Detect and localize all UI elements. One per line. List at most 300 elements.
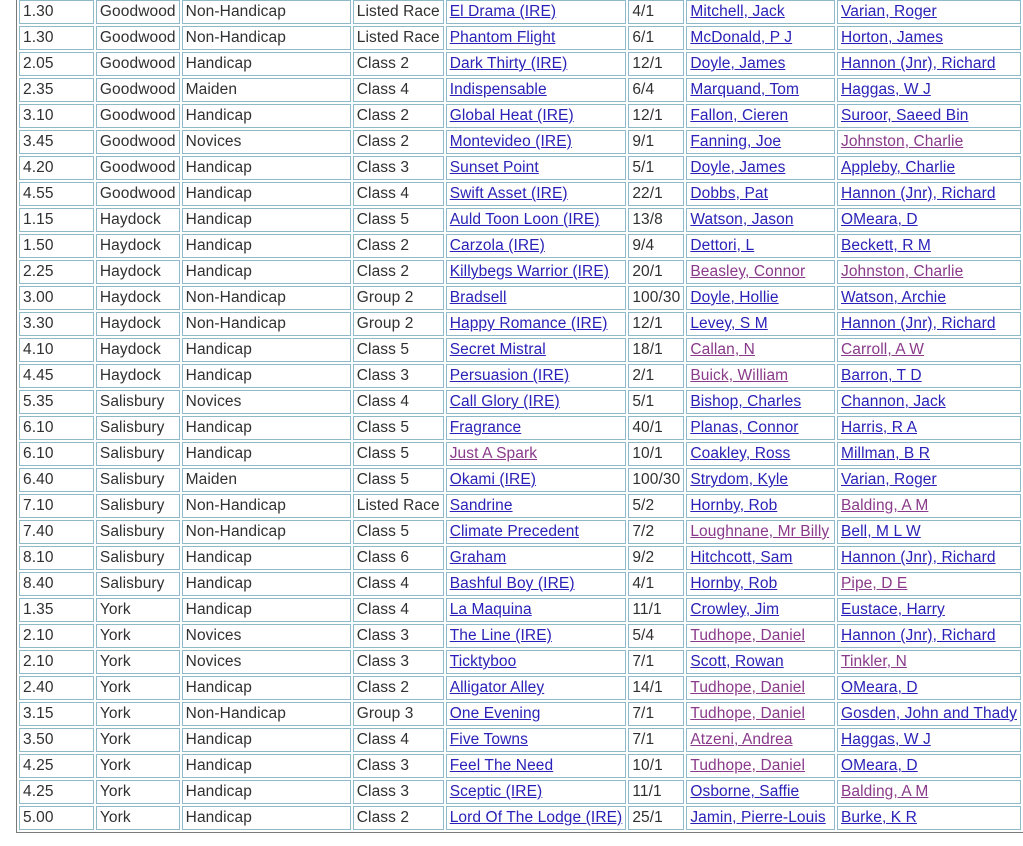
horse-cell bbox=[446, 260, 627, 284]
trainer-link[interactable]: Appleby, Charlie bbox=[840, 159, 956, 176]
race-time: 5.00 bbox=[19, 806, 94, 830]
jockey-link[interactable]: Buick, William bbox=[690, 367, 789, 384]
trainer-cell bbox=[837, 260, 1021, 284]
jockey-cell bbox=[686, 312, 835, 336]
table-row bbox=[19, 312, 1021, 336]
horse-cell bbox=[446, 676, 627, 700]
horse-link[interactable]: Dark Thirty (IRE) bbox=[449, 55, 568, 72]
jockey-cell bbox=[686, 364, 835, 388]
jockey-cell bbox=[686, 416, 835, 440]
jockey-link[interactable]: Tudhope, Daniel bbox=[690, 679, 805, 696]
horse-cell bbox=[446, 780, 627, 804]
race-time: 4.55 bbox=[19, 182, 94, 206]
jockey-link[interactable]: Tudhope, Daniel bbox=[690, 757, 805, 774]
horse-cell bbox=[446, 546, 627, 570]
jockey-link[interactable]: Crowley, Jim bbox=[690, 601, 780, 618]
table-row bbox=[19, 130, 1021, 154]
horse-cell bbox=[446, 442, 627, 466]
course-name: York bbox=[96, 780, 180, 804]
trainer-cell bbox=[837, 416, 1021, 440]
course-name: Goodwood bbox=[96, 26, 180, 50]
course-name: Salisbury bbox=[96, 520, 180, 544]
horse-link[interactable]: Sunset Point bbox=[449, 159, 539, 176]
course-name: Goodwood bbox=[96, 78, 180, 102]
horse-link[interactable]: Bradsell bbox=[449, 289, 507, 306]
horse-link[interactable]: Sceptic (IRE) bbox=[449, 783, 543, 800]
odds: 100/30 bbox=[628, 286, 684, 310]
table-row bbox=[19, 260, 1021, 284]
course-name: York bbox=[96, 650, 180, 674]
race-time: 2.40 bbox=[19, 676, 94, 700]
race-time: 4.20 bbox=[19, 156, 94, 180]
trainer-cell bbox=[837, 234, 1021, 258]
horse-link[interactable]: Fragrance bbox=[449, 419, 522, 436]
jockey-cell bbox=[686, 286, 835, 310]
race-type: Handicap bbox=[182, 728, 351, 752]
race-class: Class 5 bbox=[353, 520, 444, 544]
trainer-cell bbox=[837, 182, 1021, 206]
race-type: Non-Handicap bbox=[182, 702, 351, 726]
race-time: 4.25 bbox=[19, 754, 94, 778]
course-name: York bbox=[96, 676, 180, 700]
horse-link[interactable]: Call Glory (IRE) bbox=[449, 393, 560, 410]
jockey-cell bbox=[686, 26, 835, 50]
horse-link[interactable]: Auld Toon Loon (IRE) bbox=[449, 211, 600, 228]
race-time: 2.05 bbox=[19, 52, 94, 76]
trainer-link[interactable]: Beckett, R M bbox=[840, 237, 931, 254]
horse-link[interactable]: La Maquina bbox=[449, 601, 532, 618]
horse-link[interactable]: Graham bbox=[449, 549, 507, 566]
odds: 20/1 bbox=[628, 260, 684, 284]
jockey-cell bbox=[686, 598, 835, 622]
table-row bbox=[19, 208, 1021, 232]
jockey-cell bbox=[686, 156, 835, 180]
trainer-cell bbox=[837, 520, 1021, 544]
race-time: 1.15 bbox=[19, 208, 94, 232]
trainer-link[interactable]: Watson, Archie bbox=[840, 289, 947, 306]
course-name: York bbox=[96, 702, 180, 726]
race-class: Class 5 bbox=[353, 416, 444, 440]
jockey-link[interactable]: Coakley, Ross bbox=[690, 445, 791, 462]
race-type: Handicap bbox=[182, 416, 351, 440]
trainer-link[interactable]: Pipe, D E bbox=[840, 575, 908, 592]
trainer-cell bbox=[837, 52, 1021, 76]
jockey-link[interactable]: Hornby, Rob bbox=[690, 497, 778, 514]
trainer-link[interactable]: Barron, T D bbox=[840, 367, 922, 384]
trainer-link[interactable]: Suroor, Saeed Bin bbox=[840, 107, 969, 124]
race-time: 4.10 bbox=[19, 338, 94, 362]
race-time: 5.35 bbox=[19, 390, 94, 414]
jockey-cell bbox=[686, 104, 835, 128]
table-row bbox=[19, 26, 1021, 50]
horse-link[interactable]: Climate Precedent bbox=[449, 523, 579, 540]
horse-link[interactable]: Bashful Boy (IRE) bbox=[449, 575, 575, 592]
odds: 4/1 bbox=[628, 572, 684, 596]
trainer-link[interactable]: Varian, Roger bbox=[840, 3, 937, 20]
horse-cell bbox=[446, 468, 627, 492]
table-row bbox=[19, 624, 1021, 648]
jockey-link[interactable]: Scott, Rowan bbox=[690, 653, 784, 670]
horse-cell bbox=[446, 104, 627, 128]
horse-cell bbox=[446, 364, 627, 388]
trainer-link[interactable]: Channon, Jack bbox=[840, 393, 946, 410]
race-class: Class 2 bbox=[353, 234, 444, 258]
race-time: 3.50 bbox=[19, 728, 94, 752]
course-name: Goodwood bbox=[96, 156, 180, 180]
jockey-link[interactable]: Hornby, Rob bbox=[690, 575, 778, 592]
trainer-cell bbox=[837, 650, 1021, 674]
trainer-cell bbox=[837, 130, 1021, 154]
course-name: Goodwood bbox=[96, 52, 180, 76]
horse-link[interactable]: Alligator Alley bbox=[449, 679, 545, 696]
table-row bbox=[19, 442, 1021, 466]
trainer-cell bbox=[837, 26, 1021, 50]
race-time: 7.10 bbox=[19, 494, 94, 518]
jockey-link[interactable]: Doyle, James bbox=[690, 159, 786, 176]
odds: 7/1 bbox=[628, 702, 684, 726]
odds: 7/1 bbox=[628, 728, 684, 752]
trainer-link[interactable]: Balding, A M bbox=[840, 497, 929, 514]
jockey-cell bbox=[686, 338, 835, 362]
course-name: Salisbury bbox=[96, 442, 180, 466]
jockey-link[interactable]: Watson, Jason bbox=[690, 211, 794, 228]
trainer-link[interactable]: Hannon (Jnr), Richard bbox=[840, 627, 996, 644]
horse-link[interactable]: Global Heat (IRE) bbox=[449, 107, 574, 124]
race-class: Class 3 bbox=[353, 364, 444, 388]
jockey-cell bbox=[686, 260, 835, 284]
race-class: Class 2 bbox=[353, 130, 444, 154]
horse-link[interactable]: Carzola (IRE) bbox=[449, 237, 545, 254]
race-type: Maiden bbox=[182, 468, 351, 492]
race-class: Class 4 bbox=[353, 182, 444, 206]
jockey-link[interactable]: Doyle, Hollie bbox=[690, 289, 779, 306]
jockey-link[interactable]: Strydom, Kyle bbox=[690, 471, 789, 488]
trainer-link[interactable]: Johnston, Charlie bbox=[840, 263, 964, 280]
horse-link[interactable]: Feel The Need bbox=[449, 757, 554, 774]
race-time: 2.35 bbox=[19, 78, 94, 102]
odds: 9/4 bbox=[628, 234, 684, 258]
trainer-link[interactable]: Carroll, A W bbox=[840, 341, 925, 358]
jockey-link[interactable]: Beasley, Connor bbox=[690, 263, 806, 280]
race-time: 3.15 bbox=[19, 702, 94, 726]
jockey-link[interactable]: Osborne, Saffie bbox=[690, 783, 800, 800]
table-row bbox=[19, 676, 1021, 700]
horse-link[interactable]: Killybegs Warrior (IRE) bbox=[449, 263, 610, 280]
trainer-link[interactable]: Hannon (Jnr), Richard bbox=[840, 549, 996, 566]
race-type: Handicap bbox=[182, 104, 351, 128]
horse-link[interactable]: The Line (IRE) bbox=[449, 627, 552, 644]
race-class: Class 5 bbox=[353, 442, 444, 466]
jockey-cell bbox=[686, 234, 835, 258]
trainer-link[interactable]: Gosden, John and Thady bbox=[840, 705, 1017, 722]
jockey-link[interactable]: Loughnane, Mr Billy bbox=[690, 523, 830, 540]
trainer-cell bbox=[837, 338, 1021, 362]
trainer-cell bbox=[837, 468, 1021, 492]
odds: 11/1 bbox=[628, 598, 684, 622]
race-time: 2.10 bbox=[19, 650, 94, 674]
course-name: York bbox=[96, 754, 180, 778]
race-class: Listed Race bbox=[353, 26, 444, 50]
trainer-cell bbox=[837, 390, 1021, 414]
race-class: Class 3 bbox=[353, 754, 444, 778]
race-type: Handicap bbox=[182, 260, 351, 284]
race-class: Class 3 bbox=[353, 156, 444, 180]
horse-link[interactable]: Lord Of The Lodge (IRE) bbox=[449, 809, 623, 826]
horse-link[interactable]: Ticktyboo bbox=[449, 653, 517, 670]
trainer-link[interactable]: Eustace, Harry bbox=[840, 601, 945, 618]
table-row bbox=[19, 364, 1021, 388]
jockey-cell bbox=[686, 728, 835, 752]
horse-link[interactable]: Indispensable bbox=[449, 81, 547, 98]
course-name: Haydock bbox=[96, 338, 180, 362]
jockey-link[interactable]: Fallon, Cieren bbox=[690, 107, 789, 124]
odds: 6/1 bbox=[628, 26, 684, 50]
trainer-link[interactable]: Horton, James bbox=[840, 29, 944, 46]
trainer-cell bbox=[837, 286, 1021, 310]
trainer-cell bbox=[837, 494, 1021, 518]
horse-cell bbox=[446, 624, 627, 648]
odds: 7/2 bbox=[628, 520, 684, 544]
odds: 12/1 bbox=[628, 312, 684, 336]
odds: 13/8 bbox=[628, 208, 684, 232]
horse-cell bbox=[446, 130, 627, 154]
course-name: Goodwood bbox=[96, 130, 180, 154]
jockey-link[interactable]: Marquand, Tom bbox=[690, 81, 800, 98]
trainer-link[interactable]: Balding, A M bbox=[840, 783, 929, 800]
table-row bbox=[19, 572, 1021, 596]
trainer-cell bbox=[837, 572, 1021, 596]
trainer-link[interactable]: OMeara, D bbox=[840, 679, 918, 696]
trainer-link[interactable]: Millman, B R bbox=[840, 445, 931, 462]
horse-link[interactable]: Secret Mistral bbox=[449, 341, 546, 358]
horse-link[interactable]: Just A Spark bbox=[449, 445, 538, 462]
race-class: Class 2 bbox=[353, 260, 444, 284]
jockey-cell bbox=[686, 520, 835, 544]
trainer-link[interactable]: Haggas, W J bbox=[840, 731, 931, 748]
race-type: Handicap bbox=[182, 780, 351, 804]
jockey-link[interactable]: Bishop, Charles bbox=[690, 393, 802, 410]
course-name: York bbox=[96, 728, 180, 752]
jockey-cell bbox=[686, 650, 835, 674]
jockey-cell bbox=[686, 572, 835, 596]
table-row bbox=[19, 156, 1021, 180]
jockey-link[interactable]: Tudhope, Daniel bbox=[690, 705, 805, 722]
odds: 4/1 bbox=[628, 0, 684, 24]
race-type: Non-Handicap bbox=[182, 26, 351, 50]
race-type: Handicap bbox=[182, 676, 351, 700]
jockey-cell bbox=[686, 780, 835, 804]
course-name: Salisbury bbox=[96, 546, 180, 570]
horse-cell bbox=[446, 754, 627, 778]
race-class: Class 2 bbox=[353, 52, 444, 76]
race-class: Group 2 bbox=[353, 286, 444, 310]
trainer-cell bbox=[837, 728, 1021, 752]
table-row bbox=[19, 728, 1021, 752]
race-time: 8.10 bbox=[19, 546, 94, 570]
race-class: Class 5 bbox=[353, 468, 444, 492]
horse-cell bbox=[446, 312, 627, 336]
jockey-link[interactable]: Levey, S M bbox=[690, 315, 768, 332]
table-row bbox=[19, 754, 1021, 778]
jockey-cell bbox=[686, 0, 835, 24]
jockey-link[interactable]: Callan, N bbox=[690, 341, 755, 358]
horse-cell bbox=[446, 494, 627, 518]
race-class: Class 2 bbox=[353, 676, 444, 700]
trainer-cell bbox=[837, 806, 1021, 830]
course-name: Haydock bbox=[96, 208, 180, 232]
race-time: 4.45 bbox=[19, 364, 94, 388]
horse-cell bbox=[446, 182, 627, 206]
jockey-link[interactable]: Dettori, L bbox=[690, 237, 755, 254]
horse-link[interactable]: One Evening bbox=[449, 705, 541, 722]
trainer-link[interactable]: Harris, R A bbox=[840, 419, 918, 436]
race-class: Class 4 bbox=[353, 572, 444, 596]
odds: 6/4 bbox=[628, 78, 684, 102]
course-name: Salisbury bbox=[96, 494, 180, 518]
odds: 5/4 bbox=[628, 624, 684, 648]
table-row bbox=[19, 390, 1021, 414]
course-name: Haydock bbox=[96, 286, 180, 310]
table-row bbox=[19, 702, 1021, 726]
jockey-cell bbox=[686, 546, 835, 570]
jockey-link[interactable]: Planas, Connor bbox=[690, 419, 799, 436]
trainer-link[interactable]: Burke, K R bbox=[840, 809, 917, 826]
table-row bbox=[19, 234, 1021, 258]
trainer-link[interactable]: Hannon (Jnr), Richard bbox=[840, 315, 996, 332]
odds: 12/1 bbox=[628, 52, 684, 76]
jockey-link[interactable]: McDonald, P J bbox=[690, 29, 793, 46]
trainer-link[interactable]: Johnston, Charlie bbox=[840, 133, 964, 150]
table-row bbox=[19, 338, 1021, 362]
jockey-cell bbox=[686, 806, 835, 830]
race-results-table bbox=[16, 0, 1023, 833]
table-row bbox=[19, 650, 1021, 674]
horse-link[interactable]: Five Towns bbox=[449, 731, 528, 748]
trainer-link[interactable]: Haggas, W J bbox=[840, 81, 931, 98]
odds: 5/2 bbox=[628, 494, 684, 518]
trainer-link[interactable]: Varian, Roger bbox=[840, 471, 937, 488]
race-type: Maiden bbox=[182, 78, 351, 102]
table-row bbox=[19, 52, 1021, 76]
table-row bbox=[19, 182, 1021, 206]
table-row bbox=[19, 78, 1021, 102]
odds: 9/2 bbox=[628, 546, 684, 570]
horse-link[interactable]: Sandrine bbox=[449, 497, 513, 514]
horse-cell bbox=[446, 26, 627, 50]
odds: 10/1 bbox=[628, 442, 684, 466]
odds: 2/1 bbox=[628, 364, 684, 388]
table-row bbox=[19, 0, 1021, 24]
trainer-link[interactable]: Tinkler, N bbox=[840, 653, 907, 670]
table-row bbox=[19, 520, 1021, 544]
race-class: Listed Race bbox=[353, 494, 444, 518]
race-time: 3.10 bbox=[19, 104, 94, 128]
race-type: Novices bbox=[182, 650, 351, 674]
race-type: Non-Handicap bbox=[182, 520, 351, 544]
horse-link[interactable]: El Drama (IRE) bbox=[449, 3, 557, 20]
jockey-link[interactable]: Tudhope, Daniel bbox=[690, 627, 805, 644]
trainer-link[interactable]: Bell, M L W bbox=[840, 523, 921, 540]
jockey-cell bbox=[686, 208, 835, 232]
odds: 10/1 bbox=[628, 754, 684, 778]
jockey-link[interactable]: Fanning, Joe bbox=[690, 133, 782, 150]
horse-link[interactable]: Happy Romance (IRE) bbox=[449, 315, 608, 332]
course-name: York bbox=[96, 598, 180, 622]
race-class: Class 4 bbox=[353, 728, 444, 752]
race-class: Group 2 bbox=[353, 312, 444, 336]
horse-cell bbox=[446, 234, 627, 258]
jockey-cell bbox=[686, 468, 835, 492]
race-type: Handicap bbox=[182, 208, 351, 232]
jockey-cell bbox=[686, 52, 835, 76]
jockey-cell bbox=[686, 702, 835, 726]
race-type: Handicap bbox=[182, 234, 351, 258]
table-row bbox=[19, 416, 1021, 440]
odds: 7/1 bbox=[628, 650, 684, 674]
race-type: Handicap bbox=[182, 754, 351, 778]
trainer-cell bbox=[837, 78, 1021, 102]
race-time: 8.40 bbox=[19, 572, 94, 596]
horse-link[interactable]: Swift Asset (IRE) bbox=[449, 185, 568, 202]
course-name: Goodwood bbox=[96, 104, 180, 128]
trainer-cell bbox=[837, 364, 1021, 388]
jockey-link[interactable]: Doyle, James bbox=[690, 55, 786, 72]
horse-cell bbox=[446, 338, 627, 362]
race-class: Class 2 bbox=[353, 806, 444, 830]
race-type: Non-Handicap bbox=[182, 494, 351, 518]
trainer-link[interactable]: OMeara, D bbox=[840, 757, 918, 774]
jockey-link[interactable]: Atzeni, Andrea bbox=[690, 731, 793, 748]
race-type: Novices bbox=[182, 624, 351, 648]
race-time: 1.30 bbox=[19, 0, 94, 24]
race-type: Handicap bbox=[182, 546, 351, 570]
odds: 5/1 bbox=[628, 390, 684, 414]
horse-cell bbox=[446, 390, 627, 414]
trainer-link[interactable]: Hannon (Jnr), Richard bbox=[840, 185, 996, 202]
trainer-link[interactable]: Hannon (Jnr), Richard bbox=[840, 55, 996, 72]
trainer-cell bbox=[837, 598, 1021, 622]
race-time: 2.10 bbox=[19, 624, 94, 648]
table-row bbox=[19, 598, 1021, 622]
race-type: Non-Handicap bbox=[182, 286, 351, 310]
trainer-link[interactable]: OMeara, D bbox=[840, 211, 918, 228]
race-class: Class 3 bbox=[353, 780, 444, 804]
jockey-link[interactable]: Mitchell, Jack bbox=[690, 3, 785, 20]
horse-link[interactable]: Okami (IRE) bbox=[449, 471, 537, 488]
race-time: 4.25 bbox=[19, 780, 94, 804]
course-name: Salisbury bbox=[96, 390, 180, 414]
race-type: Handicap bbox=[182, 442, 351, 466]
trainer-cell bbox=[837, 312, 1021, 336]
jockey-link[interactable]: Jamin, Pierre-Louis bbox=[690, 809, 826, 826]
jockey-link[interactable]: Dobbs, Pat bbox=[690, 185, 769, 202]
horse-link[interactable]: Montevideo (IRE) bbox=[449, 133, 572, 150]
jockey-cell bbox=[686, 676, 835, 700]
horse-link[interactable]: Persuasion (IRE) bbox=[449, 367, 570, 384]
table-row bbox=[19, 780, 1021, 804]
race-class: Listed Race bbox=[353, 0, 444, 24]
jockey-cell bbox=[686, 442, 835, 466]
horse-link[interactable]: Phantom Flight bbox=[449, 29, 556, 46]
course-name: Haydock bbox=[96, 364, 180, 388]
course-name: Haydock bbox=[96, 234, 180, 258]
horse-cell bbox=[446, 416, 627, 440]
table-row bbox=[19, 104, 1021, 128]
table-row bbox=[19, 468, 1021, 492]
jockey-link[interactable]: Hitchcott, Sam bbox=[690, 549, 793, 566]
table-row bbox=[19, 806, 1021, 830]
table-row bbox=[19, 546, 1021, 570]
